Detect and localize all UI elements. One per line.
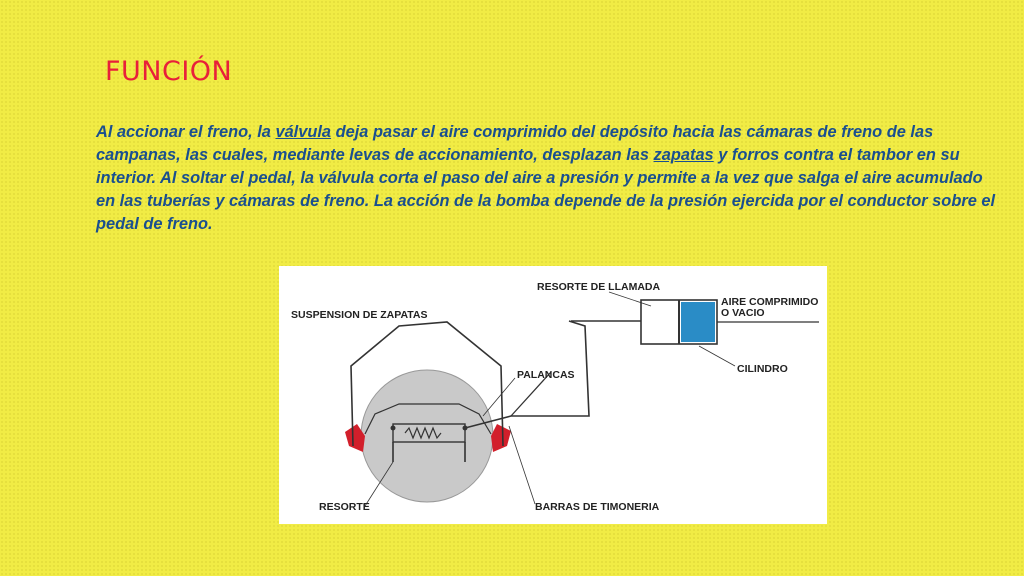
- body-text-1: Al accionar el freno, la: [96, 123, 276, 141]
- label-suspension: SUSPENSION DE ZAPATAS: [291, 309, 428, 321]
- brake-diagram-svg: [279, 266, 827, 524]
- body-text-2: deja pasar el aire comprimido del depósito hacia las cámaras de freno de las campanas, las cuales, mediante levas de accionamiento, desplazan las: [96, 123, 934, 164]
- slide-title: FUNCIÓN: [105, 56, 233, 87]
- leader-resorte-llamada: [609, 292, 651, 306]
- label-resorte-llamada: RESORTE DE LLAMADA: [537, 281, 661, 293]
- pivot-left: [391, 426, 396, 431]
- label-palancas: PALANCAS: [517, 369, 575, 381]
- label-aire-2: O VACIO: [721, 307, 765, 319]
- label-aire-1: AIRE COMPRIMIDO: [721, 296, 819, 308]
- body-paragraph: [96, 121, 996, 236]
- leader-palancas: [483, 378, 515, 416]
- brake-drum: [361, 370, 493, 502]
- label-cilindro: CILINDRO: [737, 363, 788, 375]
- label-barras: BARRAS DE TIMONERIA: [535, 501, 660, 513]
- label-resorte: RESORTE: [319, 501, 370, 513]
- valvula-term: válvula: [275, 123, 332, 141]
- air-chamber: [681, 302, 715, 342]
- zapatas-term: zapatas: [653, 146, 714, 164]
- leader-barras: [509, 426, 535, 504]
- leader-cilindro: [699, 346, 735, 366]
- body-text-3: y forros contra el tambor en su interior. Al soltar el pedal, la válvula corta el paso del aire a presión y permite a la vez que salga el aire acumulado en las tuberías y cámaras de freno. La acción de la bomba depende de la presión ejercida por el conductor sobre el pedal de freno.: [96, 146, 996, 233]
- brake-diagram: [279, 266, 827, 524]
- right-brake-shoe: [491, 424, 511, 452]
